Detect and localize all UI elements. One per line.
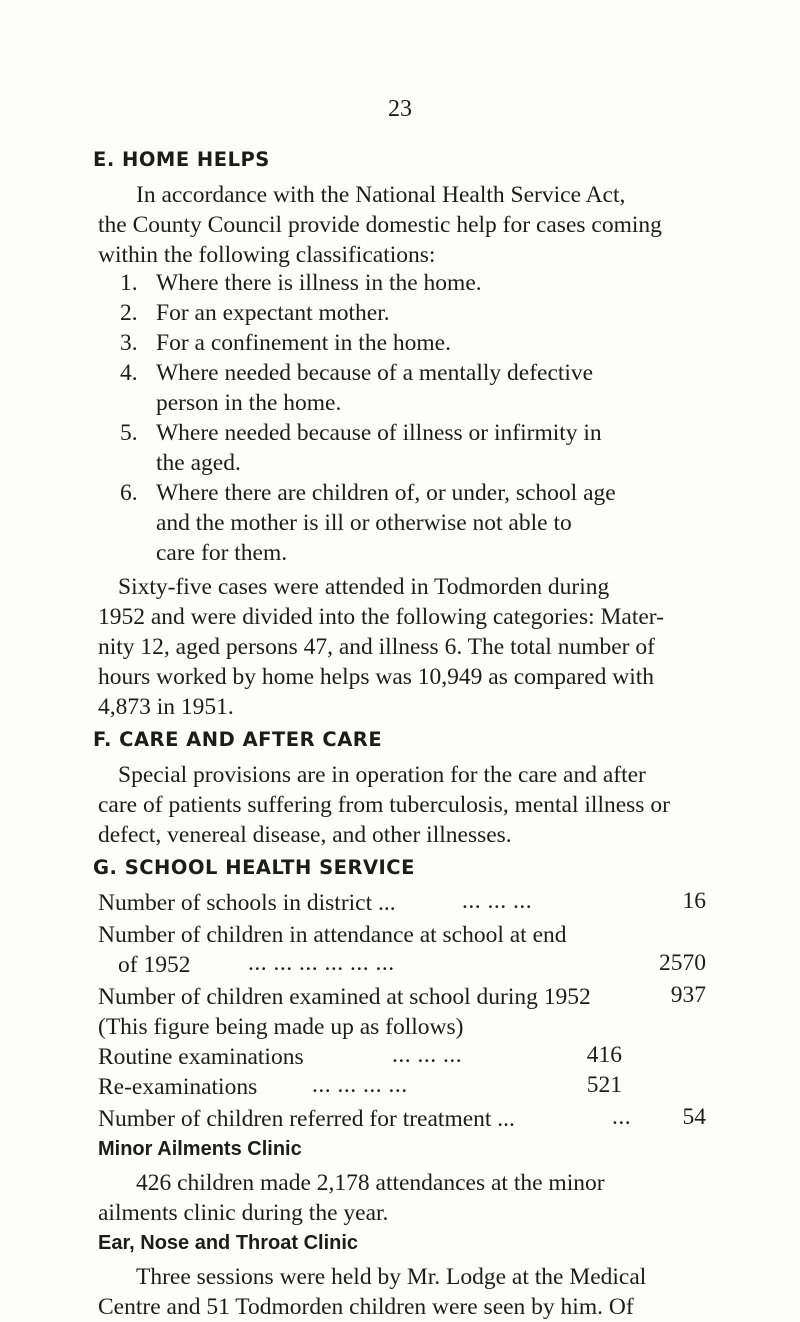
leader-dots: ... bbox=[612, 1104, 632, 1130]
section-e-summary-line: 4,873 in 1951. bbox=[98, 694, 234, 720]
list-item-text: For a confinement in the home. bbox=[156, 330, 451, 356]
list-item-number: 4. bbox=[120, 360, 138, 386]
reexam-value: 521 bbox=[586, 1072, 622, 1098]
leader-dots: ... ... ... ... ... ... bbox=[248, 950, 395, 976]
referred-value: 54 bbox=[682, 1104, 706, 1130]
list-item-number: 5. bbox=[120, 420, 138, 446]
list-item-number: 6. bbox=[120, 480, 138, 506]
section-f-line: care of patients suffering from tuberculosis, mental illness or bbox=[98, 792, 670, 818]
list-item-text: Where there are children of, or under, school age bbox=[156, 480, 616, 506]
list-item-text: For an expectant mother. bbox=[156, 300, 390, 326]
section-f-line: Special provisions are in operation for the care and after bbox=[118, 762, 646, 788]
attendance-label-cont: of 1952 bbox=[118, 952, 191, 978]
list-item-text: Where needed because of a mentally defective bbox=[156, 360, 594, 386]
schools-label: Number of schools in district ... bbox=[98, 890, 396, 916]
section-f-heading: F. CARE AND AFTER CARE bbox=[93, 728, 383, 751]
examined-label: Number of children examined at school during 1952 bbox=[98, 984, 591, 1010]
list-item-text: care for them. bbox=[156, 540, 288, 566]
list-item-text: Where needed because of illness or infirmity in bbox=[156, 420, 602, 446]
ent-clinic-line: Centre and 51 Todmorden children were seen by him. Of bbox=[98, 1294, 634, 1320]
leader-dots: ... ... ... ... bbox=[312, 1072, 408, 1098]
attendance-label: Number of children in attendance at school at end bbox=[98, 922, 567, 948]
section-e-summary-line: hours worked by home helps was 10,949 as compared with bbox=[98, 664, 655, 690]
ent-clinic-heading: Ear, Nose and Throat Clinic bbox=[98, 1232, 359, 1254]
section-e-summary-line: nity 12, aged persons 47, and illness 6. The total number of bbox=[98, 634, 655, 660]
attendance-value: 2570 bbox=[659, 950, 706, 976]
reexam-label: Re-examinations bbox=[98, 1074, 258, 1100]
minor-ailments-heading: Minor Ailments Clinic bbox=[98, 1138, 302, 1160]
list-item-text: the aged. bbox=[156, 450, 241, 476]
section-e-intro-line: In accordance with the National Health Service Act, bbox=[136, 182, 626, 208]
follows-note: (This figure being made up as follows) bbox=[98, 1014, 464, 1040]
minor-ailments-line: ailments clinic during the year. bbox=[98, 1200, 389, 1226]
section-f-line: defect, venereal disease, and other illnesses. bbox=[98, 822, 512, 848]
leader-dots: ... ... ... bbox=[462, 888, 533, 914]
section-e-intro-line: within the following classifications: bbox=[98, 242, 436, 268]
referred-label: Number of children referred for treatment ... bbox=[98, 1106, 515, 1132]
schools-value: 16 bbox=[682, 888, 706, 914]
section-g-heading: G. SCHOOL HEALTH SERVICE bbox=[93, 856, 415, 879]
routine-label: Routine examinations bbox=[98, 1044, 304, 1070]
section-e-heading: E. HOME HELPS bbox=[93, 148, 270, 171]
list-item-text: Where there is illness in the home. bbox=[156, 270, 482, 296]
leader-dots: ... ... ... bbox=[392, 1042, 463, 1068]
section-e-summary-line: Sixty-five cases were attended in Todmorden during bbox=[118, 574, 610, 600]
list-item-text: and the mother is ill or otherwise not able to bbox=[156, 510, 572, 536]
routine-value: 416 bbox=[586, 1042, 622, 1068]
list-item-number: 3. bbox=[120, 330, 138, 356]
list-item-number: 2. bbox=[120, 300, 138, 326]
list-item-text: person in the home. bbox=[156, 390, 342, 416]
list-item-number: 1. bbox=[120, 270, 138, 296]
ent-clinic-line: Three sessions were held by Mr. Lodge at the Medical bbox=[136, 1264, 647, 1290]
section-e-summary-line: 1952 and were divided into the following categories: Mater- bbox=[98, 604, 664, 630]
section-e-intro-line: the County Council provide domestic help for cases coming bbox=[98, 212, 662, 238]
minor-ailments-line: 426 children made 2,178 attendances at the minor bbox=[136, 1170, 605, 1196]
examined-value: 937 bbox=[670, 982, 706, 1008]
page-number: 23 bbox=[388, 96, 412, 122]
